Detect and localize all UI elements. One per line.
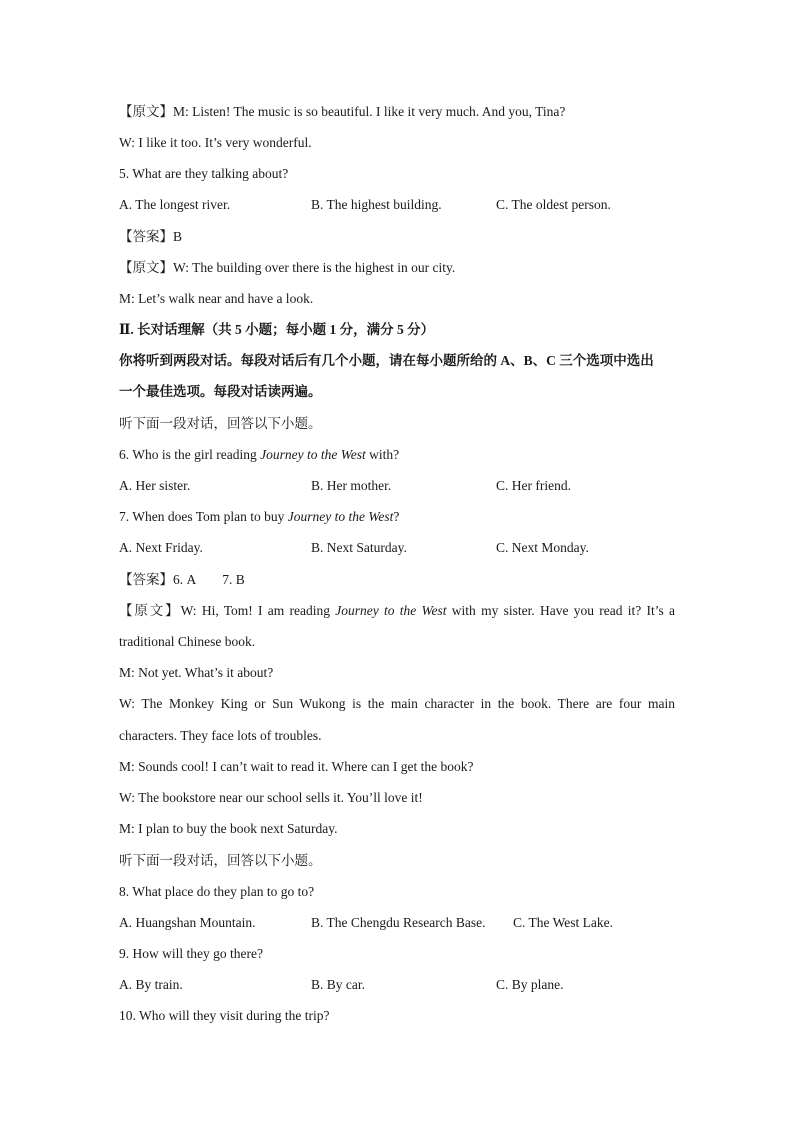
option-b: B. Next Saturday. [311, 540, 407, 555]
transcript-line: traditional Chinese book. [119, 634, 256, 649]
book-title: Journey to the West [335, 603, 447, 618]
listen-prompt: 听下面一段对话，回答以下小题。 [119, 853, 322, 868]
option-a: A. Huangshan Mountain. [119, 915, 256, 930]
transcript-line: characters. They face lots of troubles. [119, 728, 322, 743]
question-7 [119, 508, 675, 526]
transcript-line [119, 602, 675, 620]
listen-prompt: 听下面一段对话，回答以下小题。 [119, 416, 322, 431]
option-b: B. The highest building. [311, 197, 442, 212]
transcript-line: M: Let’s walk near and have a look. [119, 291, 314, 306]
transcript-text: with my sister. Have you read it? It’s a [446, 603, 675, 618]
question-text: 6. Who is the girl reading [119, 447, 261, 462]
question-8: 8. What place do they plan to go to? [119, 884, 315, 899]
option-c: C. By plane. [496, 977, 564, 992]
transcript-line [119, 103, 675, 121]
question-10: 10. Who will they visit during the trip? [119, 1008, 330, 1023]
transcript-tag: 【原文】 [119, 603, 181, 618]
answer-text: 7. B [222, 572, 245, 587]
transcript-text: M: Listen! The music is so beautiful. I like it very much. And you, Tina? [173, 104, 566, 119]
answer-line [119, 228, 675, 246]
option-a: A. Next Friday. [119, 540, 203, 555]
transcript-line [119, 259, 675, 277]
section-heading: Ⅱ. 长对话理解（共 5 小题；每小题 1 分，满分 5 分） [119, 322, 435, 337]
answer-tag: 【答案】 [119, 572, 173, 587]
option-c: C. Her friend. [496, 478, 571, 493]
answer-text: 6. A [173, 572, 197, 587]
question-5: 5. What are they talking about? [119, 166, 289, 181]
option-b: B. Her mother. [311, 478, 392, 493]
transcript-line: M: Sounds cool! I can’t wait to read it. Where can I get the book? [119, 759, 474, 774]
transcript-text: W: Hi, Tom! I am reading [180, 603, 336, 618]
section-instruction: 你将听到两段对话。每段对话后有几个小题，请在每小题所给的 A、B、C 三个选项中选出 [119, 353, 654, 368]
question-6 [119, 446, 675, 464]
question-9: 9. How will they go there? [119, 946, 263, 961]
answer-tag: 【答案】 [119, 229, 173, 244]
option-b: B. The Chengdu Research Base. [311, 915, 486, 930]
transcript-line: W: The bookstore near our school sells it. You’ll love it! [119, 790, 423, 805]
answer-line [119, 571, 675, 589]
book-title: Journey to the West [260, 447, 366, 462]
transcript-text: W: The building over there is the highest in our city. [173, 260, 456, 275]
transcript-line: M: I plan to buy the book next Saturday. [119, 821, 338, 836]
option-b: B. By car. [311, 977, 365, 992]
option-a: A. Her sister. [119, 478, 191, 493]
book-title: Journey to the West [287, 509, 394, 524]
transcript-tag: 【原文】 [119, 260, 173, 275]
transcript-line: W: The Monkey King or Sun Wukong is the main character in the book. There are four main [119, 696, 675, 711]
option-c: C. The West Lake. [513, 915, 614, 930]
question-text: 7. When does Tom plan to buy [119, 509, 288, 524]
section-instruction: 一个最佳选项。每段对话读两遍。 [119, 384, 322, 399]
question-text: with? [365, 447, 400, 462]
option-a: A. By train. [119, 977, 183, 992]
transcript-line: W: I like it too. It’s very wonderful. [119, 135, 312, 150]
question-text: ? [393, 509, 400, 524]
option-a: A. The longest river. [119, 197, 231, 212]
option-c: C. Next Monday. [496, 540, 589, 555]
answer-text: B [173, 229, 183, 244]
option-c: C. The oldest person. [496, 197, 611, 212]
transcript-tag: 【原文】 [119, 104, 173, 119]
transcript-line: M: Not yet. What’s it about? [119, 665, 274, 680]
